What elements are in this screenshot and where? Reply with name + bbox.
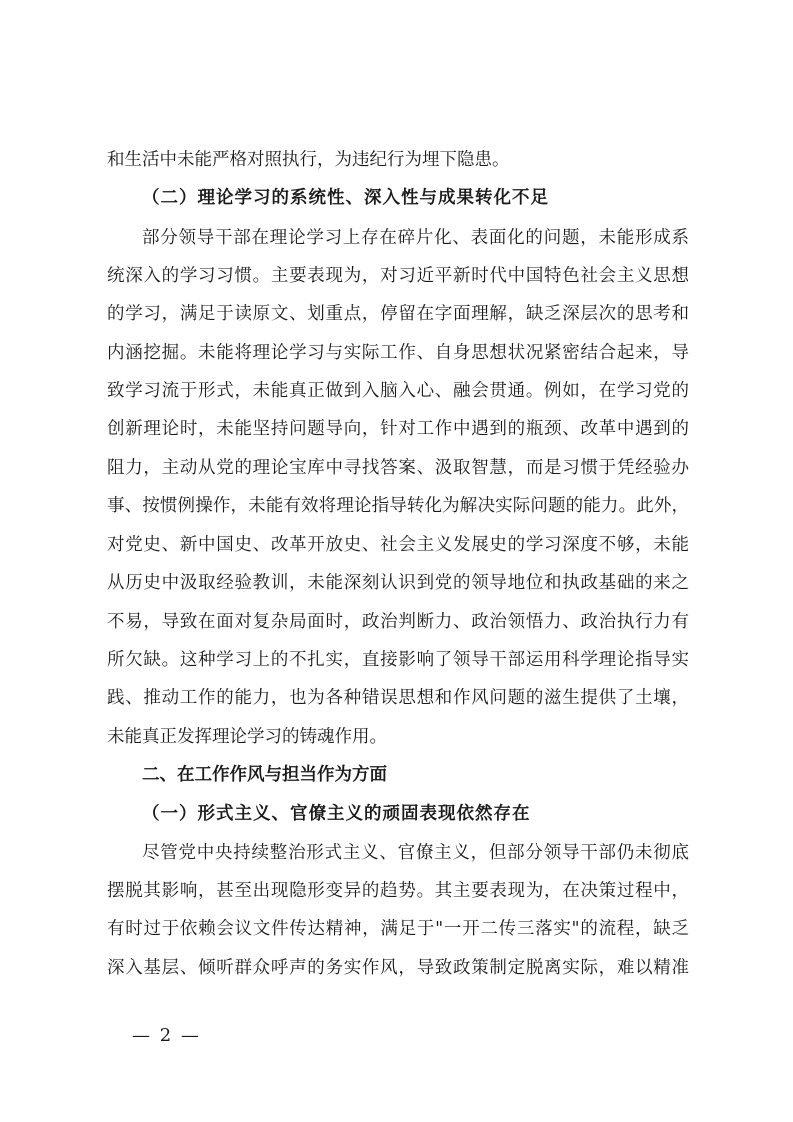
body-text-line: 统深入的学习习惯。主要表现为，对习近平新时代中国特色社会主义思想	[107, 266, 689, 286]
body-text-line: 创新理论时，未能坚持问题导向，针对工作中遇到的瓶颈、改革中遇到的	[107, 419, 689, 439]
body-text-line: 部分领导干部在理论学习上存在碎片化、表面化的问题，未能形成系	[142, 228, 689, 248]
body-text-line: 和生活中未能严格对照执行，为违纪行为埋下隐患。	[107, 150, 510, 170]
body-text-line: 的学习，满足于读原文、划重点，停留在字面理解，缺乏深层次的思考和	[107, 304, 689, 324]
body-text-line: 事、按惯例操作，未能有效将理论指导转化为解决实际问题的能力。此外，	[107, 496, 689, 516]
body-text-line: 摆脱其影响，甚至出现隐形变异的趋势。其主要表现为，在决策过程中，	[107, 881, 689, 901]
page-number: — 2 —	[132, 1025, 201, 1046]
body-text-line: 所欠缺。这种学习上的不扎实，直接影响了领导干部运用科学理论指导实	[107, 650, 689, 670]
body-text-line: 从历史中汲取经验教训，未能深刻认识到党的领导地位和执政基础的来之	[107, 573, 689, 593]
body-text-line: 阻力，主动从党的理论宝库中寻找答案、汲取智慧，而是习惯于凭经验办	[107, 458, 689, 478]
body-text-line: 尽管党中央持续整治形式主义、官僚主义，但部分领导干部仍未彻底	[142, 843, 689, 863]
body-text-line: 不易，导致在面对复杂局面时，政治判断力、政治领悟力、政治执行力有	[107, 612, 689, 632]
body-text-line: 未能真正发挥理论学习的铸魂作用。	[107, 727, 387, 747]
body-text-line: 深入基层、倾听群众呼声的务实作风，导致政策制定脱离实际，难以精准	[107, 958, 689, 978]
body-text-line: 践、推动工作的能力，也为各种错误思想和作风问题的滋生提供了土壤，	[107, 688, 689, 708]
section-heading: 二、在工作作风与担当作为方面	[142, 765, 387, 785]
section-subheading: （二）理论学习的系统性、深入性与成果转化不足	[142, 188, 549, 208]
body-text-line: 致学习流于形式，未能真正做到入脑入心、融会贯通。例如，在学习党的	[107, 381, 689, 401]
body-text-line: 对党史、新中国史、改革开放史、社会主义发展史的学习深度不够，未能	[107, 535, 689, 555]
section-subheading: （一）形式主义、官僚主义的顽固表现依然存在	[142, 804, 531, 824]
body-text-line: 内涵挖掘。未能将理论学习与实际工作、自身思想状况紧密结合起来，导	[107, 343, 689, 363]
body-text-line: 有时过于依赖会议文件传达精神，满足于"一开二传三落实"的流程，缺乏	[107, 919, 689, 939]
